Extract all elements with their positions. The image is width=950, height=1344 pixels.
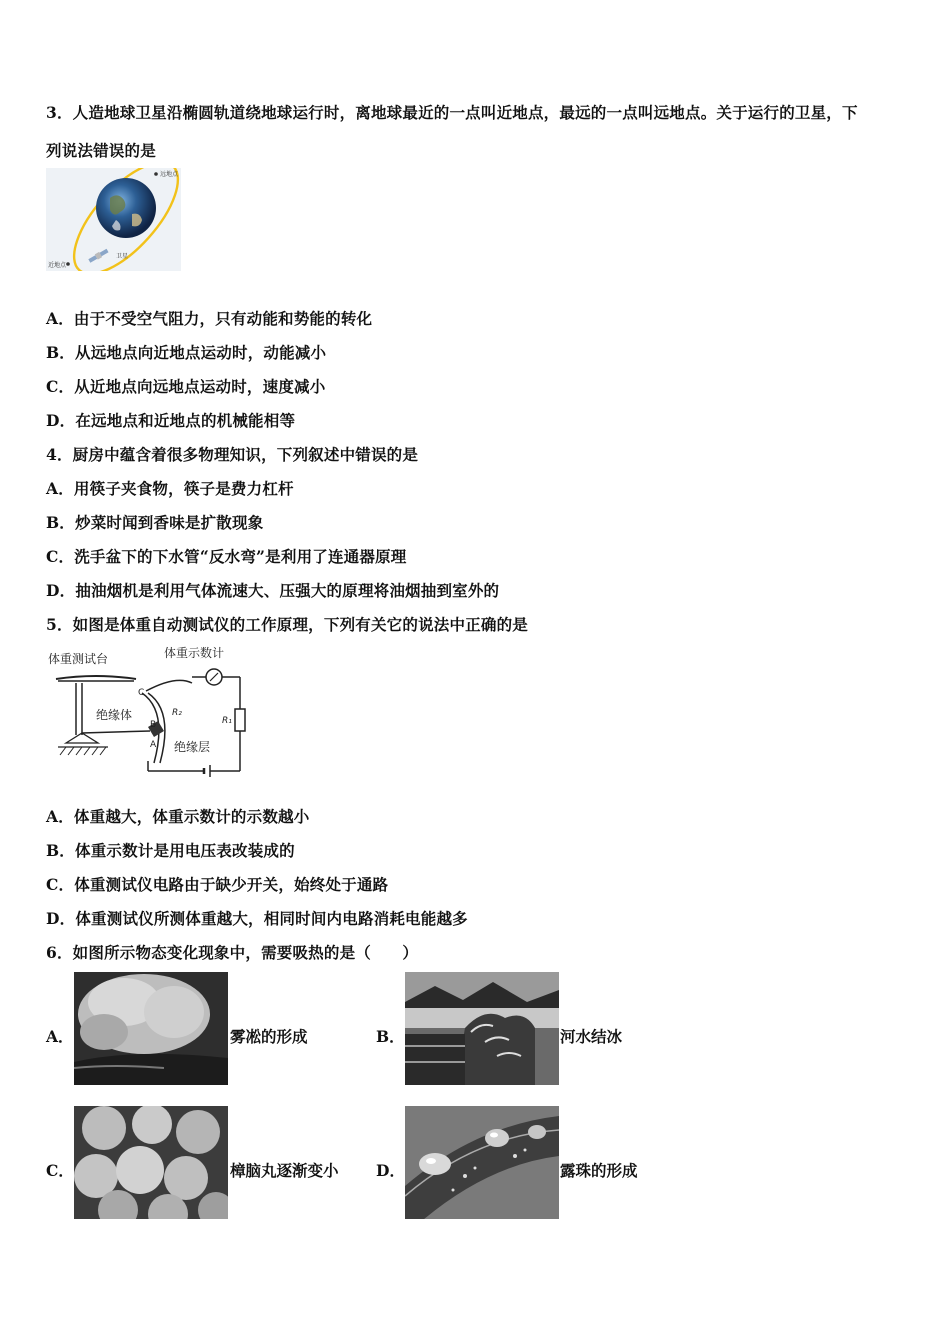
q6-option-a-letter: A． — [46, 1027, 74, 1046]
meter-label: 体重示数计 — [164, 646, 225, 660]
q5-stem: 5．如图是体重自动测试仪的工作原理，下列有关它的说法中正确的是 — [46, 615, 528, 634]
q4-option-b: B．炒菜时闻到香味是扩散现象 — [46, 513, 264, 532]
q6-option-b-letter: B． — [376, 1027, 405, 1046]
point-a-label: A — [150, 740, 157, 750]
platform-label: 体重测试台 — [48, 652, 109, 666]
q4-option-c: C．洗手盆下的下水管“反水弯”是利用了连通器原理 — [46, 547, 407, 566]
q5-option-b: B．体重示数计是用电压表改装成的 — [46, 841, 295, 860]
q6-option-c-letter: C． — [46, 1161, 74, 1180]
q6-option-b-caption: 河水结冰 — [560, 1027, 623, 1046]
r2-label: R₂ — [172, 708, 182, 718]
point-b-label: B — [150, 720, 157, 730]
q6-stem: 6．如图所示物态变化现象中，需要吸热的是（ ） — [46, 943, 419, 962]
dew-drops-photo — [405, 1106, 559, 1219]
q3-option-d: D．在远地点和近地点的机械能相等 — [46, 411, 296, 430]
far-point-label: 远地点 — [160, 171, 179, 178]
q4-option-a: A．用筷子夹食物，筷子是费力杠杆 — [46, 479, 294, 498]
q3-stem-line1: 3．人造地球卫星沿椭圆轨道绕地球运行时，离地球最近的一点叫近地点，最远的一点叫远地点。关于运行的卫星，下 — [46, 103, 858, 122]
q5-option-d: D．体重测试仪所测体重越大，相同时间内电路消耗电能越多 — [46, 909, 468, 928]
q4-option-d: D．抽油烟机是利用气体流速大、压强大的原理将油烟抽到室外的 — [46, 581, 500, 600]
weight-tester-circuit-figure — [46, 643, 246, 778]
point-c-label: C — [138, 688, 145, 698]
q6-option-a-caption: 雾凇的形成 — [230, 1027, 308, 1046]
q4-stem: 4．厨房中蕴含着很多物理知识，下列叙述中错误的是 — [46, 445, 419, 464]
q6-option-c-caption: 樟脑丸逐渐变小 — [230, 1161, 339, 1180]
satellite-label: 卫星 — [116, 253, 129, 260]
r1-label: R₁ — [222, 716, 232, 726]
q3-option-c: C．从近地点向远地点运动时，速度减小 — [46, 377, 326, 396]
q5-option-a: A．体重越大，体重示数计的示数越小 — [46, 807, 310, 826]
q5-option-c: C．体重测试仪电路由于缺少开关，始终处于通路 — [46, 875, 389, 894]
q3-option-a: A．由于不受空气阻力，只有动能和势能的转化 — [46, 309, 373, 328]
insulating-layer-label: 绝缘层 — [174, 740, 211, 754]
q3-option-b: B．从远地点向近地点运动时，动能减小 — [46, 343, 327, 362]
camphor-balls-photo — [74, 1106, 228, 1219]
q6-option-d-letter: D． — [376, 1161, 405, 1180]
insulator-label: 绝缘体 — [96, 708, 133, 722]
rime-photo — [74, 972, 228, 1085]
q6-option-d-caption: 露珠的形成 — [560, 1161, 638, 1180]
earth-orbit-figure — [46, 168, 181, 271]
near-point-label: 近地点 — [48, 262, 67, 269]
frozen-river-photo — [405, 972, 559, 1085]
q3-stem-line2: 列说法错误的是 — [46, 141, 156, 160]
